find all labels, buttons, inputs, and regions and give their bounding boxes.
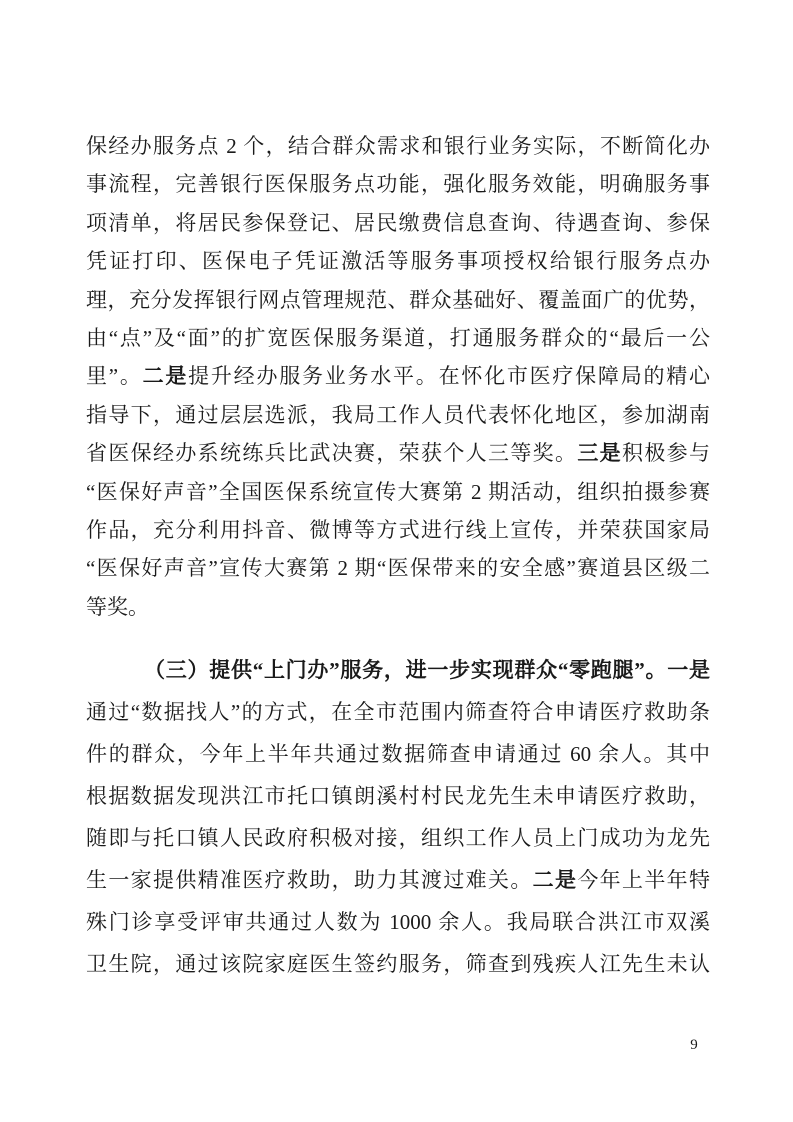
text-line: [86, 511, 710, 549]
text-line: [86, 733, 710, 775]
text-line: [86, 588, 710, 626]
paragraph-section-three: [86, 649, 710, 985]
text-run: 件的群众，今年上半年共通过数据筛查申请通过 60 余人。其中: [86, 742, 710, 767]
text-run: 积极参与: [622, 441, 710, 466]
text-run: “医保好声音”宣传大赛第 2 期“医保带来的安全感”赛道县区级二: [86, 556, 710, 581]
text-line: [86, 127, 710, 165]
text-run: 省医保经办系统练兵比武决赛，荣获个人三等奖。: [86, 441, 578, 466]
text-line: [86, 165, 710, 203]
text-line: [86, 281, 710, 319]
text-run: 根据数据发现洪江市托口镇朗溪村村民龙先生未申请医疗救助，: [86, 784, 710, 809]
text-run: 指导下，通过层层选派，我局工作人员代表怀化地区，参加湖南: [86, 402, 710, 427]
text-run: 殊门诊享受评审共通过人数为 1000 余人。我局联合洪江市双溪: [86, 910, 710, 935]
text-run: “医保好声音”全国医保系统宣传大赛第 2 期活动，组织拍摄参赛: [86, 479, 710, 504]
text-line: [86, 473, 710, 511]
text-run: 事流程，完善银行医保服务点功能，强化服务效能，明确服务事: [86, 172, 710, 197]
text-line: [86, 901, 710, 943]
bold-text-run: 三是: [577, 441, 623, 466]
text-line: [86, 357, 710, 395]
text-run: 理，充分发挥银行网点管理规范、群众基础好、覆盖面广的优势，: [86, 287, 710, 312]
text-run: 保经办服务点 2 个，结合群众需求和银行业务实际，不断简化办: [86, 134, 710, 158]
text-run: 作品，充分利用抖音、微博等方式进行线上宣传，并荣获国家局: [86, 517, 710, 542]
text-line: [86, 549, 710, 587]
text-line: [86, 859, 710, 901]
text-run: 生一家提供精准医疗救助，助力其渡过难关。: [86, 868, 533, 893]
bold-text-run: 二是: [532, 868, 578, 893]
text-run: 项清单，将居民参保登记、居民缴费信息查询、待遇查询、参保: [86, 210, 710, 235]
document-body: [86, 127, 710, 985]
text-run: 由“点”及“面”的扩宽医保服务渠道，打通服务群众的“最后一公: [86, 325, 710, 350]
text-line: [86, 691, 710, 733]
text-run: 今年上半年特: [577, 868, 710, 893]
text-line: [86, 204, 710, 242]
text-run: 通过“数据找人”的方式，在全市范围内筛查符合申请医疗救助条: [86, 700, 710, 725]
text-run: 凭证打印、医保电子凭证激活等服务事项授权给银行服务点办: [86, 249, 710, 274]
text-line: [86, 817, 710, 859]
bold-text-run: （三）提供“上门办”服务，进一步实现群众“零跑腿”。一是: [144, 658, 710, 683]
bold-text-run: 二是: [142, 364, 189, 389]
paragraph-continuation: [86, 127, 710, 626]
text-line: [86, 396, 710, 434]
text-line: [86, 649, 710, 691]
text-run: 等奖。: [86, 594, 149, 619]
text-run: 随即与托口镇人民政府积极对接，组织工作人员上门成功为龙先: [86, 826, 710, 851]
text-run: 里”。: [86, 364, 143, 389]
page-number: 9: [690, 1037, 698, 1053]
text-run: 提升经办服务业务水平。在怀化市医疗保障局的精心: [188, 364, 710, 389]
text-line: [86, 242, 710, 280]
text-run: 卫生院，通过该院家庭医生签约服务，筛查到残疾人江先生未认: [86, 952, 710, 977]
text-line: [86, 434, 710, 472]
text-line: [86, 319, 710, 357]
text-line: [86, 943, 710, 985]
text-line: [86, 775, 710, 817]
